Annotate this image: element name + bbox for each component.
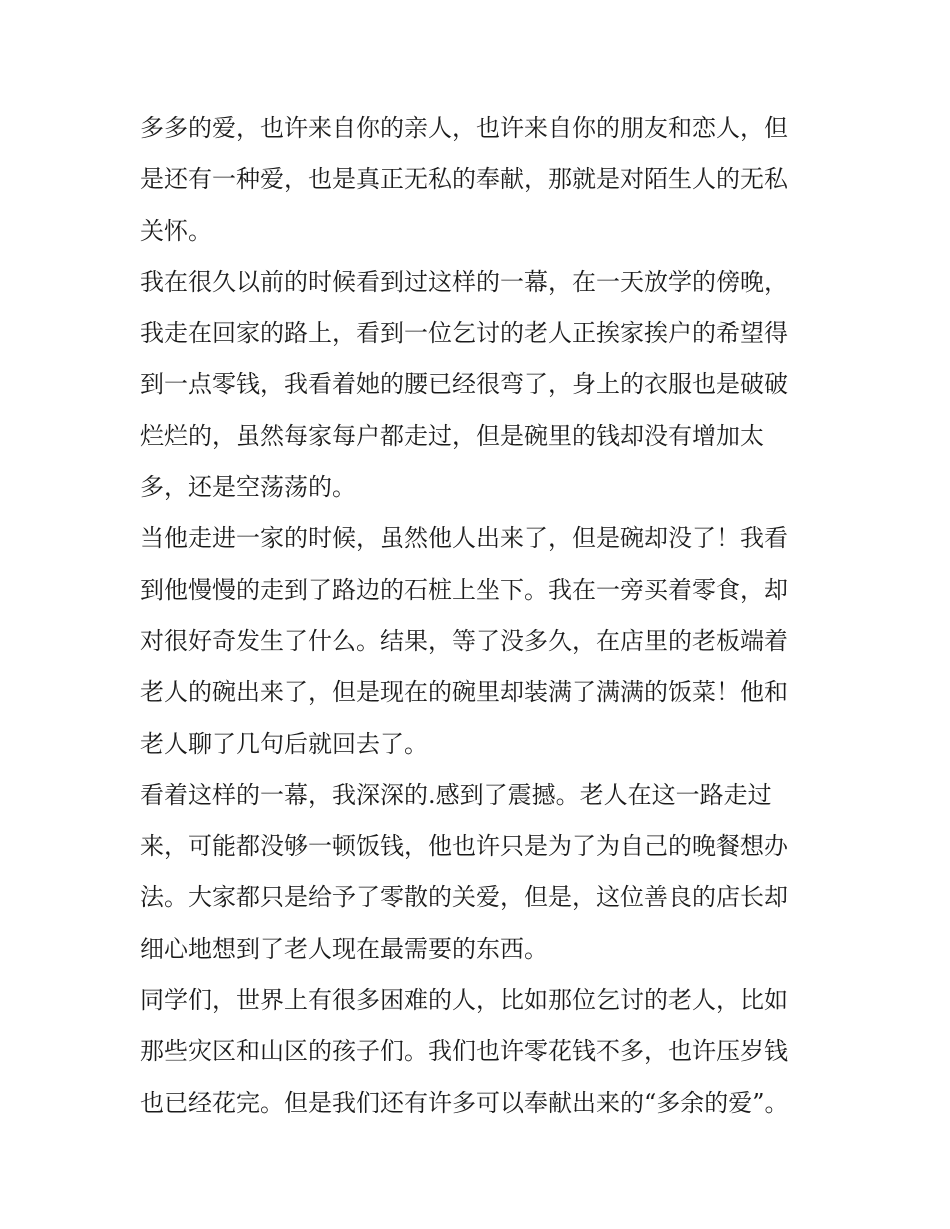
text-line: 也已经花完。但是我们还有许多可以奉献出来的“多余的爱”。 bbox=[140, 1088, 789, 1117]
paragraph-2 bbox=[140, 257, 820, 513]
text-line: 到一点零钱，我看着她的腰已经很弯了，身上的衣服也是破破 bbox=[140, 370, 788, 399]
text-line: 关怀。 bbox=[140, 216, 212, 245]
text-line: 多，还是空荡荡的。 bbox=[140, 473, 356, 502]
text-line: 看着这样的一幕，我深深的.感到了震撼。老人在这一路走过 bbox=[140, 780, 772, 809]
text-line: 来，可能都没够一顿饭钱，他也许只是为了为自己的晚餐想办 bbox=[140, 832, 788, 861]
text-line: 法。大家都只是给予了零散的关爱，但是，这位善良的店长却 bbox=[140, 883, 788, 912]
paragraph-5 bbox=[140, 975, 820, 1129]
paragraph-3 bbox=[140, 513, 820, 769]
text-line: 是还有一种爱，也是真正无私的奉献，那就是对陌生人的无私 bbox=[140, 165, 788, 194]
text-line: 对很好奇发生了什么。结果，等了没多久，在店里的老板端着 bbox=[140, 626, 788, 655]
document-body bbox=[140, 103, 820, 1129]
text-line: 烂烂的，虽然每家每户都走过，但是碗里的钱却没有增加太 bbox=[140, 421, 764, 450]
text-line: 当他走进一家的时候，虽然他人出来了，但是碗却没了！我看 bbox=[140, 524, 788, 553]
text-line: 同学们，世界上有很多困难的人，比如那位乞讨的老人，比如 bbox=[140, 986, 788, 1015]
paragraph-4 bbox=[140, 770, 820, 975]
text-line: 细心地想到了老人现在最需要的东西。 bbox=[140, 934, 548, 963]
paragraph-1 bbox=[140, 103, 820, 257]
text-line: 多多的爱，也许来自你的亲人，也许来自你的朋友和恋人，但 bbox=[140, 114, 788, 142]
text-line: 我在很久以前的时候看到过这样的一幕，在一天放学的傍晚， bbox=[140, 267, 788, 296]
text-line: 老人的碗出来了，但是现在的碗里却装满了满满的饭菜！他和 bbox=[140, 678, 788, 707]
text-line: 到他慢慢的走到了路边的石桩上坐下。我在一旁买着零食，却 bbox=[140, 575, 788, 604]
text-line: 我走在回家的路上，看到一位乞讨的老人正挨家挨户的希望得 bbox=[140, 319, 788, 348]
text-line: 老人聊了几句后就回去了。 bbox=[140, 729, 428, 758]
text-line: 那些灾区和山区的孩子们。我们也许零花钱不多，也许压岁钱 bbox=[140, 1037, 788, 1066]
